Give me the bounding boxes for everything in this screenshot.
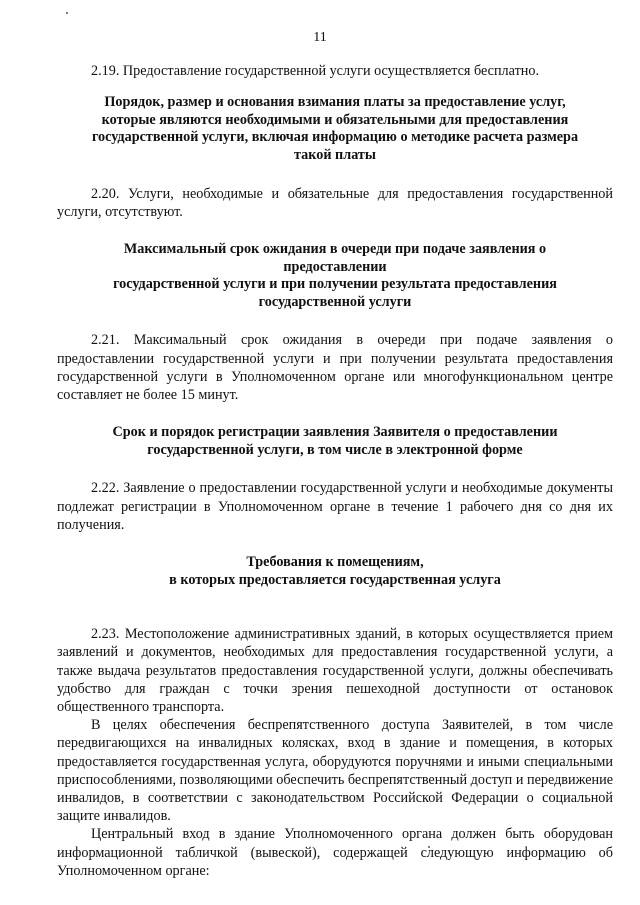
- heading-premises: [57, 554, 613, 589]
- heading-line: государственной услуги: [258, 293, 412, 310]
- heading-registration: [57, 424, 613, 459]
- paragraph-entrance: Центральный вход в здание Уполномоченного органа должен быть оборудован информационной табличкой (вывеской), содержащей следующую информацию об Уполномоченном органе:: [57, 826, 613, 879]
- paragraph-2-19: 2.19. Предоставление государственной услуги осуществляется бесплатно.: [91, 63, 540, 79]
- heading-line: Максимальный срок ожидания в очереди при подаче заявления о: [123, 240, 547, 257]
- heading-line: государственной услуги, включая информацию о методике расчета размера: [91, 129, 579, 146]
- heading-line: государственной услуги, в том числе в электронной форме: [147, 441, 523, 458]
- heading-line: Срок и порядок регистрации заявления Заявителя о предоставлении: [112, 424, 558, 441]
- paragraph-2-23: 2.23. Местоположение административных зданий, в которых осуществляется прием заявлений и документов, необходимых для предоставления государственной услуги, а также выдача результатов предоставления государственной услуги, должны обеспечивать удобство для граждан с точки зрения пешеходной доступности от остановок общественного транспорта.: [57, 626, 613, 715]
- paragraph-2-21: 2.21. Максимальный срок ожидания в очереди при подаче заявления о предоставлении государственной услуги и при получении результата предоставления государственной услуги в Уполномоченном органе или многофункциональном центре составляет не более 15 минут.: [57, 332, 613, 403]
- heading-line: которые являются необходимыми и обязательными для предоставления: [101, 111, 569, 128]
- document-body: [57, 62, 613, 880]
- heading-queue: [57, 241, 613, 311]
- page-number: 11: [313, 30, 327, 45]
- heading-line: такой платы: [294, 146, 376, 163]
- heading-line: Требования к помещениям,: [246, 553, 424, 570]
- paragraph-2-22: 2.22. Заявление о предоставлении государственной услуги и необходимые документы подлежат регистрации в Уполномоченном органе в течение 1 рабочего дня со дня их получения.: [57, 480, 613, 533]
- heading-line: предоставлении: [283, 258, 387, 275]
- scan-speck: [66, 12, 68, 14]
- heading-payment: [57, 94, 613, 164]
- paragraph-accessibility: В целях обеспечения беспрепятственного доступа Заявителей, в том числе передвигающихся на инвалидных колясках, вход в здание и помещения, в которых предоставляется государственная услуга, оборудуются поручнями и иными специальными приспособлениями, позволяющими обеспечить беспрепятственный доступ и передвижение инвалидов, в соответствии с законодательством Российской Федерации о социальной защите инвалидов.: [57, 717, 613, 825]
- heading-line: Порядок, размер и основания взимания платы за предоставление услуг,: [104, 94, 566, 111]
- heading-line: государственной услуги и при получении результата предоставления: [113, 276, 557, 293]
- heading-line: в которых предоставляется государственная услуга: [169, 571, 501, 588]
- paragraph-2-20: 2.20. Услуги, необходимые и обязательные для предоставления государственной услуги, отсутствуют.: [57, 185, 613, 220]
